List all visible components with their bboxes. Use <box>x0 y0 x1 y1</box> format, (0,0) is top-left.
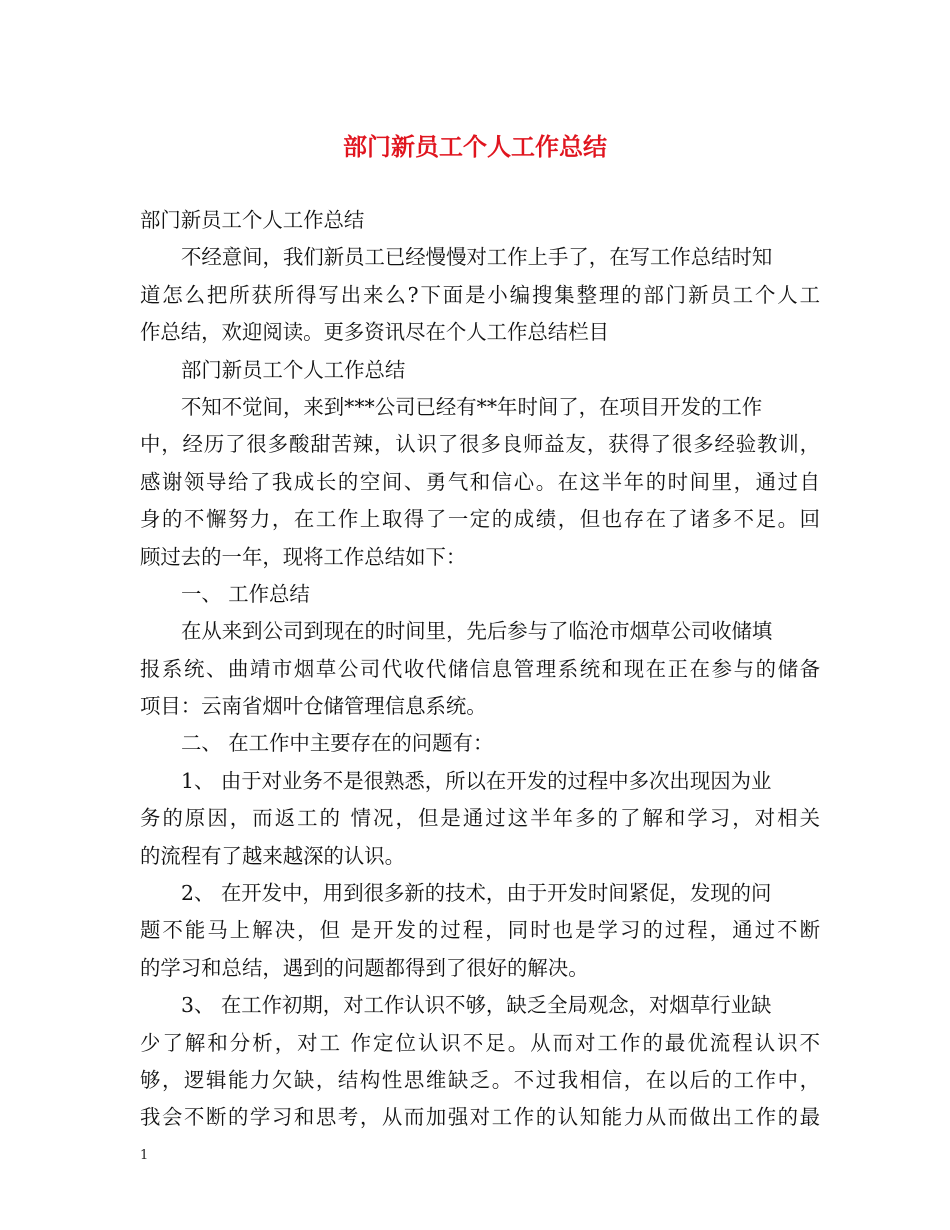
body-line: 中，经历了很多酸甜苦辣，认识了很多良师益友，获得了很多经验教训， <box>140 432 820 457</box>
body-line: 道怎么把所获所得写出来么?下面是小编搜集整理的部门新员工个人工 <box>140 282 820 307</box>
body-line: 的学习和总结，遇到的问题都得到了很好的解决。 <box>140 955 589 980</box>
list-item-line: 1、 由于对业务不是很熟悉，所以在开发的过程中多次出现因为业 <box>181 768 772 793</box>
body-line: 顾过去的一年，现将工作总结如下： <box>140 544 467 569</box>
list-item-line: 3、 在工作初期，对工作认识不够，缺乏全局观念，对烟草行业缺 <box>181 993 772 1018</box>
body-line: 少了解和分析，对工 作定位认识不足。从而对工作的最优流程认识不 <box>140 1030 820 1055</box>
body-line: 项目：云南省烟叶仓储管理信息系统。 <box>140 694 487 719</box>
list-item-line: 2、 在开发中，用到很多新的技术，由于开发时间紧促，发现的问 <box>181 881 772 906</box>
body-line: 不经意间，我们新员工已经慢慢对工作上手了，在写工作总结时知 <box>181 245 773 270</box>
document-body <box>140 202 820 1137</box>
body-line: 部门新员工个人工作总结 <box>140 208 365 232</box>
body-line: 作总结，欢迎阅读。更多资讯尽在个人工作总结栏目 <box>140 320 609 345</box>
body-line: 务的原因，而返工的 情况，但是通过这半年多的了解和学习，对相关 <box>140 806 820 831</box>
body-line: 的流程有了越来越深的认识。 <box>140 843 406 868</box>
body-line: 不知不觉间，来到***公司已经有**年时间了，在项目开发的工作 <box>181 394 763 419</box>
body-line: 部门新员工个人工作总结 <box>181 357 406 382</box>
document-title: 部门新员工个人工作总结 <box>343 133 607 161</box>
section-heading: 二、 在工作中主要存在的问题有： <box>181 731 494 756</box>
body-line: 够，逻辑能力欠缺，结构性思维缺乏。不过我相信，在以后的工作中， <box>140 1067 820 1092</box>
page-number: 1 <box>140 1148 149 1163</box>
section-heading: 一、 工作总结 <box>181 581 310 606</box>
body-line: 题不能马上解决，但 是开发的过程，同时也是学习的过程，通过不断 <box>140 918 820 943</box>
body-line: 在从来到公司到现在的时间里，先后参与了临沧市烟草公司收储填 <box>181 619 773 644</box>
body-line: 感谢领导给了我成长的空间、勇气和信心。在这半年的时间里，通过自 <box>140 469 820 494</box>
body-line: 我会不断的学习和思考，从而加强对工作的认知能力从而做出工作的最 <box>140 1105 820 1130</box>
body-line: 身的不懈努力，在工作上取得了一定的成绩，但也存在了诸多不足。回 <box>140 507 820 532</box>
body-line: 报系统、曲靖市烟草公司代收代储信息管理系统和现在正在参与的储备 <box>140 656 820 681</box>
